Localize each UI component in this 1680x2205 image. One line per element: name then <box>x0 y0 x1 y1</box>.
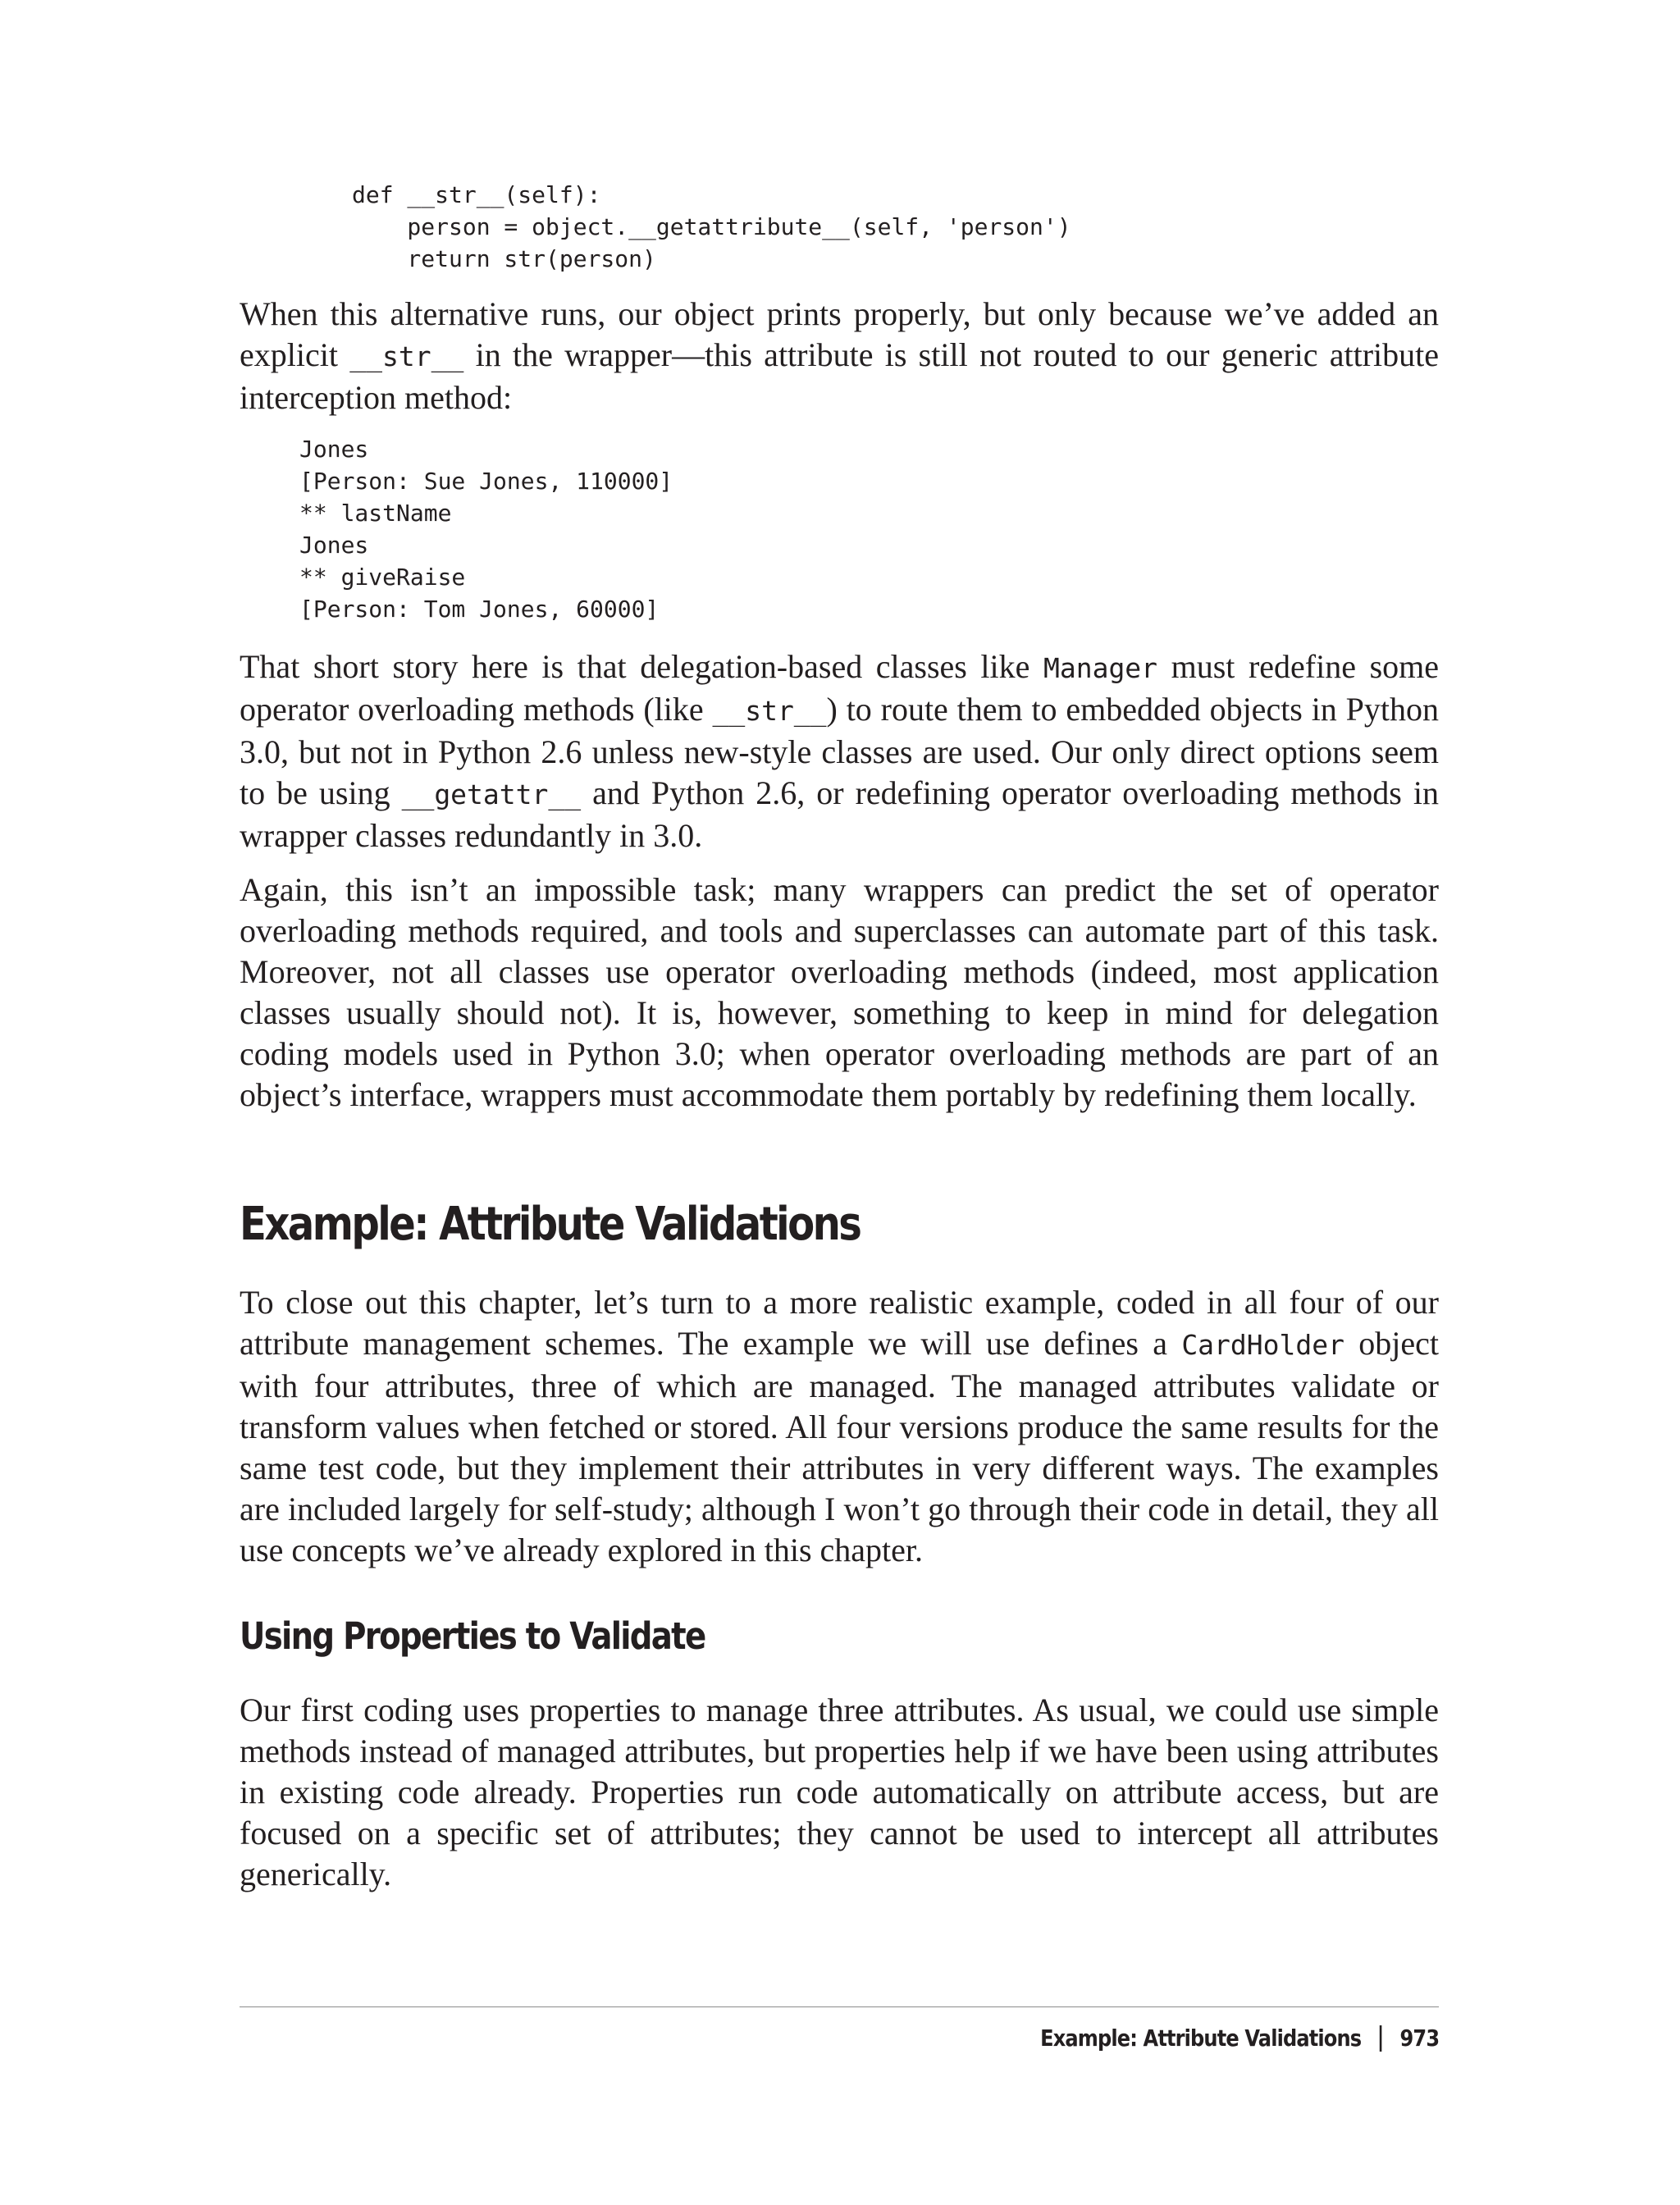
text-run: To close out this chapter, let’s turn to a more realistic example, coded in all four of our attribute management schemes. The example we will use defines a <box>240 1284 1439 1362</box>
inline-code: CardHolder <box>1181 1329 1344 1361</box>
paragraph-close-out-chapter <box>240 1282 1439 1571</box>
code-block-output: Jones [Person: Sue Jones, 110000] ** lastName Jones ** giveRaise [Person: Tom Jones, 60000] <box>299 436 673 623</box>
text-run: When this alternative runs, our object prints properly, but only because we’ve added an explicit <box>240 295 1439 373</box>
paragraph-impossible-task: Again, this isn’t an impossible task; many wrappers can predict the set of operator overloading methods required, and tools and superclasses can automate part of this task. Moreover, not all classes use operator overloading methods (indeed, most application classes usually should not). It is, however, something to keep in mind for delegation coding models used in Python 3.0; when operator overloading methods are part of an object’s interface, wrappers must accommodate them portably by redefining them locally. <box>240 871 1439 1113</box>
text-run: must redefine some operator overloading methods (like <box>240 648 1439 728</box>
inline-code: __getattr__ <box>401 778 582 810</box>
subsection-heading: Using Properties to Validate <box>240 1614 705 1658</box>
page-footer <box>1040 2025 1439 2052</box>
footer-divider <box>240 2006 1439 2007</box>
text-run: and Python 2.6, or redefining operator overloading methods in wrapper classes redundantly in 3.0. <box>240 774 1439 854</box>
text-run: object with four attributes, three of which are managed. The managed attributes validate or transform values when fetched or stored. All four versions produce the same results for the same test code, but they implement their attributes in very different ways. The examples are included largely for self-study; although I won’t go through their code in detail, they all use concepts we’ve already explored in this chapter. <box>240 1325 1440 1568</box>
paragraph-first-coding: Our first coding uses properties to manage three attributes. As usual, we could use simple methods instead of managed attributes, but properties help if we have been using attributes in existing code already. Properties run code automatically on attribute access, but are focused on a specific set of attributes; they cannot be used to intercept all attributes generically. <box>240 1691 1439 1892</box>
text-run: in the wrapper—this attribute is still not routed to our generic attribute interception method: <box>240 336 1439 416</box>
footer-section-title: Example: Attribute Validations <box>1039 2025 1362 2052</box>
footer-separator <box>1379 2025 1381 2052</box>
code-block-str-method: def __str__(self): person = object.__getattribute__(self, 'person') return str(person) <box>352 181 1071 272</box>
inline-code: __str__ <box>712 695 827 727</box>
page-number: 973 <box>1399 2025 1439 2052</box>
text-run: ) to route them to embedded objects in Python 3.0, but not in Python 2.6 unless new-style classes are used. Our only direct options seem to be using <box>240 691 1439 811</box>
inline-code: Manager <box>1043 652 1158 684</box>
paragraph-alternative-runs <box>240 294 1439 418</box>
paragraph-short-story <box>240 646 1439 856</box>
text-run: That short story here is that delegation-based classes like <box>240 648 1043 685</box>
section-heading: Example: Attribute Validations <box>240 1198 861 1251</box>
inline-code: __str__ <box>349 340 464 372</box>
